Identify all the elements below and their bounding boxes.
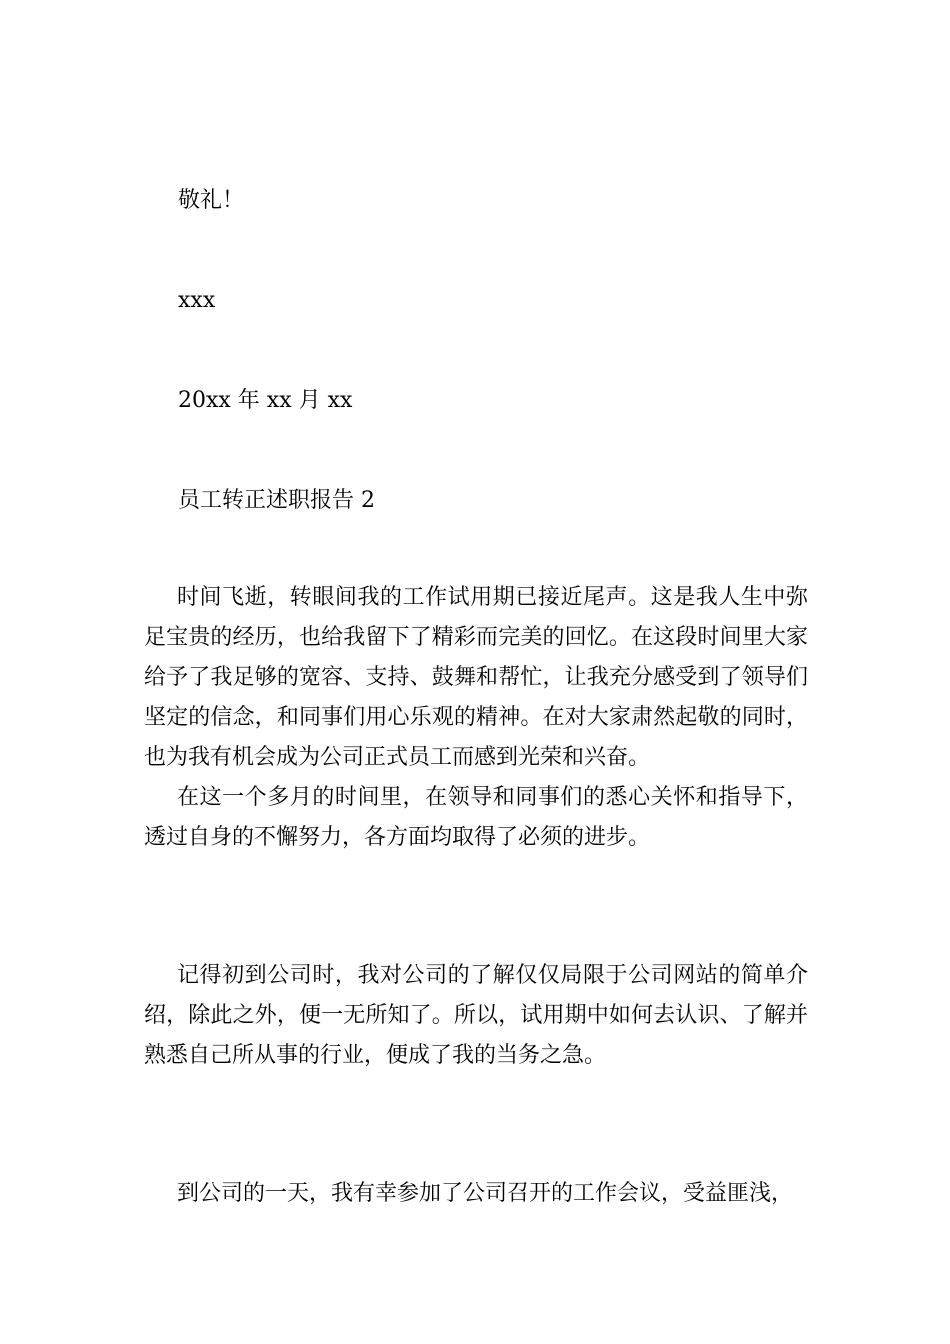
paragraph-4: 到公司的一天，我有幸参加了公司召开的工作会议，受益匪浅，: [177, 1181, 794, 1206]
signature-date: 20xx 年 xx 月 xx: [178, 388, 353, 413]
paragraph-2: 在这一个多月的时间里，在领导和同事们的悉心关怀和指导下，透过自身的不懈努力，各方面均取得了必须的进步。: [144, 785, 808, 850]
report-title: 员工转正述职报告 2: [178, 488, 375, 513]
paragraph-3: 记得初到公司时，我对公司的了解仅仅局限于公司网站的简单介绍，除此之外，便一无所知了。所以，试用期中如何去认识、了解并熟悉自己所从事的行业，便成了我的当务之急。: [144, 963, 808, 1068]
closing-salutation: 敬礼！: [178, 188, 245, 213]
signature: xxx: [178, 288, 216, 313]
paragraph-1: 时间飞逝，转眼间我的工作试用期已接近尾声。这是我人生中弥足宝贵的经历，也给我留下了精彩而完美的回忆。在这段时间里大家给予了我足够的宽容、支持、鼓舞和帮忙，让我充分感受到了领导们坚定的信念，和同事们用心乐观的精神。在对大家肃然起敬的同时，也为我有机会成为公司正式员工而感到光荣和兴奋。: [144, 585, 808, 770]
